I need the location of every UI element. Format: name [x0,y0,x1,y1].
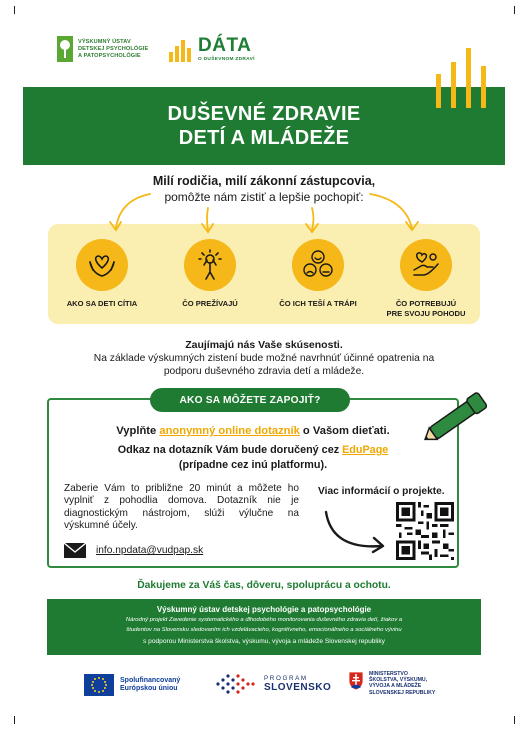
crop-mark [514,716,515,724]
survey-link[interactable]: anonymný online dotazník [159,425,300,437]
program-small-text: PROGRAM [264,675,308,682]
topic-label: ČO PREŽÍVAJÚ [182,299,238,308]
data-logo-word: DÁTA [198,35,252,56]
survey-info-text: Zaberie Vám to približne 20 minút a môžete ho vyplniť z pohodlia domova. Dotazník nie je diagnostickým nástrojom, slúži výlučne na výskumné účely. [64,483,299,532]
crop-mark [14,6,15,14]
eu-logo-text: Spolufinancovaný Európskou úniou [120,676,181,692]
thanks-text: Ďakujeme za Váš čas, dôveru, spoluprácu a ochotu. [137,580,391,591]
more-info-label: Viac informácií o projekte. [318,486,445,497]
topic-label: AKO SA DETI CÍTIA [66,299,138,308]
alt-platform-line: (prípadne cez inú platformu). [178,459,328,471]
interest-line1: Na základe výskumných zistení bude možné navrhnúť účinné opatrenia na [93,353,435,364]
stressed-person-icon [193,248,227,282]
ministry-logo-text: MINISTERSTVO ŠKOLSTVA, VÝSKUMU, VÝVOJA A MLÁDEŽE SLOVENSKEJ REPUBLIKY [369,671,436,696]
footer-project-line2: študentov na Slovensku sledovaním ich vzdelávacieho, kognitívneho, emocionálneho a sociálneho vývinu [126,626,402,633]
link-delivery-line: Odkaz na dotazník Vám bude doručený cez EduPage [117,444,389,456]
topic-label: ČO POTREBUJÚ PRE SVOJU POHODU [386,299,466,318]
vudpap-logo [57,36,148,62]
topic-label: ČO ICH TEŠÍ A TRÁPI [279,299,357,308]
footer-institute: Výskumný ústav detskej psychológie a patopsychológie [156,605,372,614]
footer-support: s podporou Ministerstva školstva, výskumu, vývoja a mládeže Slovenskej republiky [143,638,385,646]
program-big-text: SLOVENSKO [264,682,332,693]
interest-section [40,339,488,378]
program-slovensko-logo [214,672,331,696]
data-logo [168,36,255,62]
dots-pattern-icon [214,672,258,696]
edupage-link[interactable]: EduPage [342,444,389,456]
curved-arrows [90,182,440,242]
topic-circle [76,239,128,291]
page-title-line2: DETÍ A MLÁDEŽE [178,127,350,149]
email-row [64,543,203,558]
data-logo-sub: O DUŠEVNOM ZDRAVÍ [198,57,255,62]
slovak-crest-icon [348,671,364,691]
crop-mark [14,716,15,724]
ministry-logo [348,671,435,696]
pen-icon [418,386,496,448]
qr-code[interactable] [396,502,454,560]
crop-mark [514,6,515,14]
fill-survey-line: Vyplňte anonymný online dotazník o Vašom dieťati. [116,425,390,437]
greeting-line2: pomôžte nám zistiť a lepšie pochopiť: [164,190,364,204]
caring-hand-icon [409,248,443,282]
footer-band [47,599,481,655]
decorative-bars-icon [420,48,500,108]
footer-project-line1: Národný projekt Zavedenie systematického a dlhodobého monitorovania duševného zdravia detí, žiakov a [125,617,403,623]
bars-icon [168,36,194,62]
envelope-icon [64,543,86,558]
topic-circle [400,239,452,291]
interest-line2: podporu duševného zdravia detí a mládeže. [163,366,365,377]
page-title-line1: DUŠEVNÉ ZDRAVIE [167,103,361,125]
participate-tab: AKO SA MÔŽETE ZAPOJIŤ? [150,388,350,412]
greeting-line1: Milí rodičia, milí zákonní zástupcovia, [152,174,376,188]
topic-circle [292,239,344,291]
tree-icon [57,36,73,62]
heart-hands-icon [85,248,119,282]
eu-flag-icon [84,674,114,696]
curved-arrow-icon [320,506,390,556]
topic-circle [184,239,236,291]
eu-logo [84,674,180,696]
vudpap-logo-text: VÝSKUMNÝ ÚSTAV DETSKEJ PSYCHOLÓGIE A PATOPSYCHOLÓGIE [78,38,149,59]
emotion-faces-icon [301,248,335,282]
interest-heading: Zaujímajú nás Vaše skúsenosti. [185,339,343,351]
email-link[interactable]: info.npdata@vudpap.sk [96,545,204,556]
